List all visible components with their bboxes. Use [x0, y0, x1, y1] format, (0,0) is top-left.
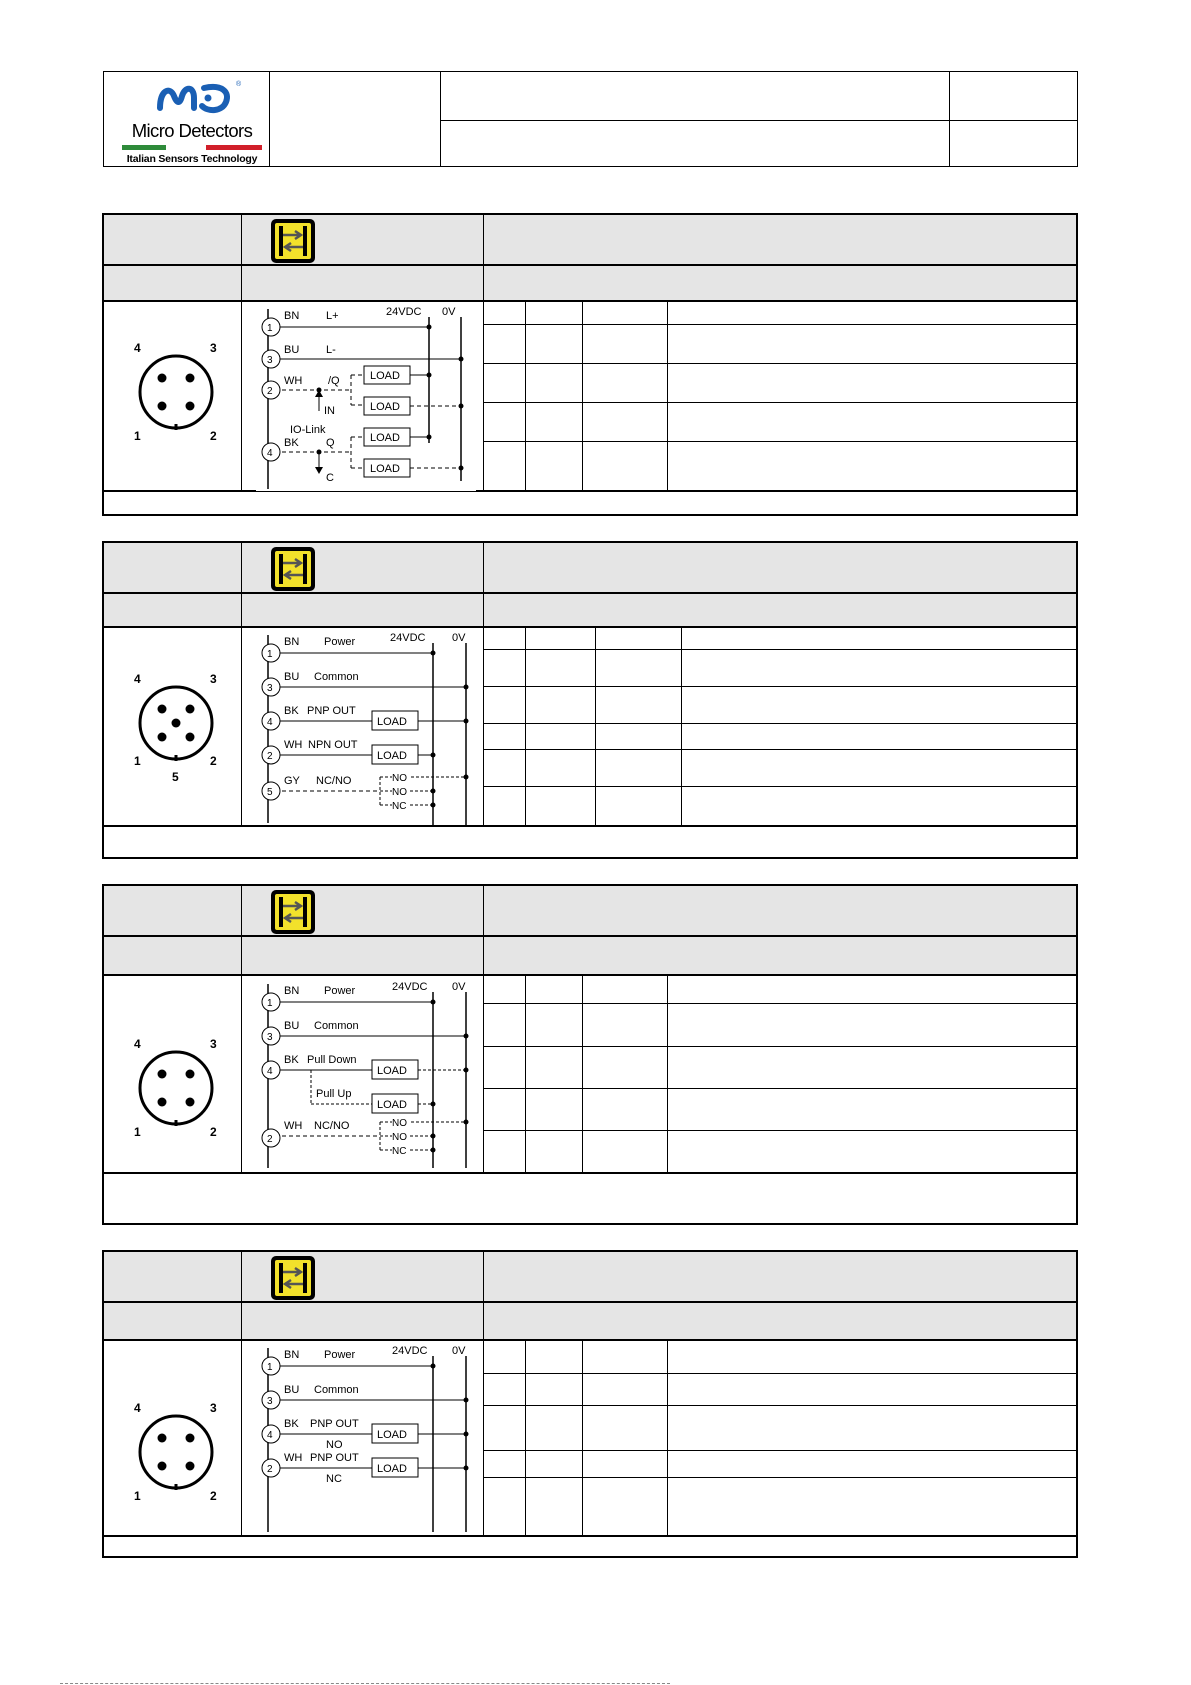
wire-signal: /Q	[328, 375, 340, 387]
row-divider	[104, 825, 1076, 827]
wire-signal: PNP OUT	[310, 1418, 359, 1430]
row-divider	[104, 1172, 1076, 1174]
table-row-line	[484, 402, 1076, 403]
pin-label: 4	[134, 673, 141, 686]
rail-label: 0V	[452, 632, 466, 644]
wiring-section-pnp-npn	[102, 541, 1078, 859]
wire-signal: L+	[326, 310, 339, 322]
header-divider	[440, 72, 441, 166]
col-divider	[241, 215, 242, 491]
wire-pin: 3	[267, 355, 273, 366]
header-divider	[949, 72, 950, 166]
table-row-line	[484, 363, 1076, 364]
wire-sub: IN	[324, 405, 335, 417]
switch-label: NC	[392, 801, 407, 812]
row-divider	[104, 626, 1076, 628]
table-row-line	[484, 1130, 1076, 1131]
wire-color: BK	[284, 1054, 299, 1066]
table-row-line	[484, 649, 1076, 650]
rail-label: 24VDC	[392, 981, 428, 993]
table-col	[582, 302, 583, 491]
table-col	[582, 1341, 583, 1536]
wire-pin: 1	[267, 998, 273, 1009]
flag-red	[206, 145, 262, 150]
wiring-diagram	[256, 303, 476, 491]
wire-pin: 3	[267, 1396, 273, 1407]
wire-top: IO-Link	[290, 424, 326, 436]
table-row-line	[484, 749, 1076, 750]
io-link-icon	[270, 889, 316, 935]
wire-pin: 2	[267, 1464, 273, 1475]
wire-pin: 4	[267, 1430, 273, 1441]
row-divider	[104, 1535, 1076, 1537]
pin-label: 3	[210, 342, 217, 355]
pin-label: 1	[134, 429, 141, 442]
switch-label: NO	[392, 1118, 407, 1129]
pin-label: 1	[134, 1489, 141, 1502]
rail-label: 24VDC	[386, 306, 422, 318]
wiring-section-pnp-dual	[102, 1250, 1078, 1558]
wire-sub: C	[326, 472, 334, 484]
io-link-icon	[270, 546, 316, 592]
connector-4pin	[132, 1038, 222, 1138]
wire-signal: Common	[314, 671, 359, 683]
registered-mark: ®	[236, 81, 242, 88]
wire-signal: Power	[324, 1349, 356, 1361]
company-tagline: Italian Sensors Technology	[126, 153, 258, 165]
section-title-row	[104, 543, 1076, 593]
wire-pin: 1	[267, 323, 273, 334]
wire-signal: Q	[326, 437, 335, 449]
rail-label: 0V	[452, 981, 466, 993]
row-divider	[104, 490, 1076, 492]
table-row-line	[484, 1003, 1076, 1004]
col-divider	[241, 1252, 242, 1536]
pin-label: 3	[210, 1038, 217, 1051]
section-header-row	[104, 1303, 1076, 1340]
table-col	[525, 1341, 526, 1536]
table-row-line	[484, 1477, 1076, 1478]
wire-pin: 3	[267, 683, 273, 694]
col-divider	[483, 543, 484, 826]
table-col	[667, 976, 668, 1173]
table-col	[525, 976, 526, 1173]
table-row-line	[484, 1405, 1076, 1406]
table-row-line	[484, 786, 1076, 787]
switch-label: NC	[392, 1146, 407, 1157]
wire-signal: NPN OUT	[308, 739, 358, 751]
table-row-line	[484, 1046, 1076, 1047]
wire-color: BN	[284, 1349, 300, 1361]
rail-label: 24VDC	[390, 632, 426, 644]
table-col	[582, 976, 583, 1173]
wire-color: WH	[284, 375, 303, 387]
wiring-diagram	[256, 978, 482, 1174]
wiring-diagram	[256, 629, 482, 825]
wire-pin: 1	[267, 1362, 273, 1373]
company-name: Micro Detectors	[131, 120, 253, 141]
table-col	[667, 1341, 668, 1536]
wire-color: BK	[284, 1418, 299, 1430]
wire-color: BU	[284, 1020, 300, 1032]
header-divider	[440, 120, 1077, 121]
load-label: LOAD	[377, 1065, 407, 1077]
header-divider	[269, 72, 270, 166]
col-divider	[241, 543, 242, 826]
row-divider	[104, 974, 1076, 976]
row-divider	[104, 1339, 1076, 1341]
pin-label: 4	[134, 342, 141, 355]
table-row-line	[484, 723, 1076, 724]
pin-label: 2	[210, 754, 217, 768]
wire-signal: Common	[314, 1020, 359, 1032]
row-divider	[104, 300, 1076, 302]
wire-pin: 5	[267, 787, 273, 798]
wire-sub: Pull Up	[316, 1088, 352, 1100]
wire-pin: 2	[267, 386, 273, 397]
switch-label: NO	[392, 787, 407, 798]
section-header-row	[104, 937, 1076, 975]
load-label: LOAD	[370, 432, 400, 444]
document-header	[103, 71, 1078, 167]
wire-color: BK	[284, 705, 299, 717]
flag-white	[166, 145, 206, 150]
rail-label: 0V	[442, 306, 456, 318]
wire-color: BN	[284, 636, 300, 648]
wire-pin: 4	[267, 1066, 273, 1077]
io-link-icon	[270, 1255, 316, 1301]
section-title-row	[104, 215, 1076, 265]
pin-label: 1	[134, 1125, 141, 1138]
load-label: LOAD	[377, 750, 407, 762]
load-label: LOAD	[377, 1099, 407, 1111]
pin-label: 4	[134, 1038, 141, 1051]
table-row-line	[484, 1373, 1076, 1374]
wire-color: BU	[284, 1384, 300, 1396]
io-link-icon	[270, 218, 316, 264]
wire-pin: 4	[267, 448, 273, 459]
wire-signal: Power	[324, 636, 356, 648]
load-label: LOAD	[370, 463, 400, 475]
table-col	[681, 628, 682, 826]
col-divider	[483, 215, 484, 491]
wire-signal: PNP OUT	[307, 705, 356, 717]
wire-sub: NC	[326, 1473, 342, 1485]
pin-label: 2	[210, 429, 217, 442]
load-label: LOAD	[370, 401, 400, 413]
load-label: LOAD	[377, 716, 407, 728]
pin-label: 3	[210, 673, 217, 686]
wire-color: WH	[284, 739, 303, 751]
pin-label: 3	[210, 1402, 217, 1415]
table-row-line	[484, 324, 1076, 325]
md-logo-mark	[122, 78, 262, 120]
wire-signal: Power	[324, 985, 356, 997]
rail-label: 0V	[452, 1345, 466, 1357]
connector-4pin	[132, 342, 222, 442]
pin-label: 1	[134, 754, 141, 768]
wire-color: WH	[284, 1120, 303, 1132]
wire-color: BU	[284, 344, 300, 356]
wire-signal: Pull Down	[307, 1054, 357, 1066]
wire-color: BU	[284, 671, 300, 683]
wiring-section-pull	[102, 884, 1078, 1225]
section-title-row	[104, 886, 1076, 936]
section-header-row	[104, 594, 1076, 627]
wire-pin: 1	[267, 649, 273, 660]
wire-color: BK	[284, 437, 299, 449]
rail-label: 24VDC	[392, 1345, 428, 1357]
wire-pin: 2	[267, 1134, 273, 1145]
table-row-line	[484, 441, 1076, 442]
col-divider	[483, 1252, 484, 1536]
load-label: LOAD	[370, 370, 400, 382]
wire-sub: NO	[326, 1439, 343, 1451]
table-col	[525, 302, 526, 491]
pin-label: 4	[134, 1402, 141, 1415]
switch-label: NO	[392, 773, 407, 784]
pin-label: 5	[172, 770, 179, 784]
wire-pin: 2	[267, 751, 273, 762]
load-label: LOAD	[377, 1463, 407, 1475]
section-header-row	[104, 266, 1076, 301]
table-row-line	[484, 1088, 1076, 1089]
connector-5pin	[132, 673, 222, 785]
table-row-line	[484, 686, 1076, 687]
wire-signal: PNP OUT	[310, 1452, 359, 1464]
table-col	[525, 628, 526, 826]
wire-signal: Common	[314, 1384, 359, 1396]
wiring-diagram	[256, 1342, 482, 1536]
company-logo	[122, 78, 262, 165]
load-label: LOAD	[377, 1429, 407, 1441]
connector-4pin	[132, 1402, 222, 1502]
wire-color: WH	[284, 1452, 303, 1464]
wire-pin: 3	[267, 1032, 273, 1043]
switch-label: NO	[392, 1132, 407, 1143]
pin-label: 2	[210, 1125, 217, 1138]
wire-signal: NC/NO	[314, 1120, 350, 1132]
wire-pin: 4	[267, 717, 273, 728]
col-divider	[241, 886, 242, 1173]
wire-color: GY	[284, 775, 300, 787]
flag-green	[122, 145, 166, 150]
table-col	[595, 628, 596, 826]
section-title-row	[104, 1252, 1076, 1302]
wire-signal: NC/NO	[316, 775, 352, 787]
wire-color: BN	[284, 985, 300, 997]
wire-signal: L-	[326, 344, 336, 356]
wiring-section-io-link	[102, 213, 1078, 516]
table-col	[667, 302, 668, 491]
table-row-line	[484, 1450, 1076, 1451]
pin-label: 2	[210, 1489, 217, 1502]
wire-color: BN	[284, 310, 300, 322]
